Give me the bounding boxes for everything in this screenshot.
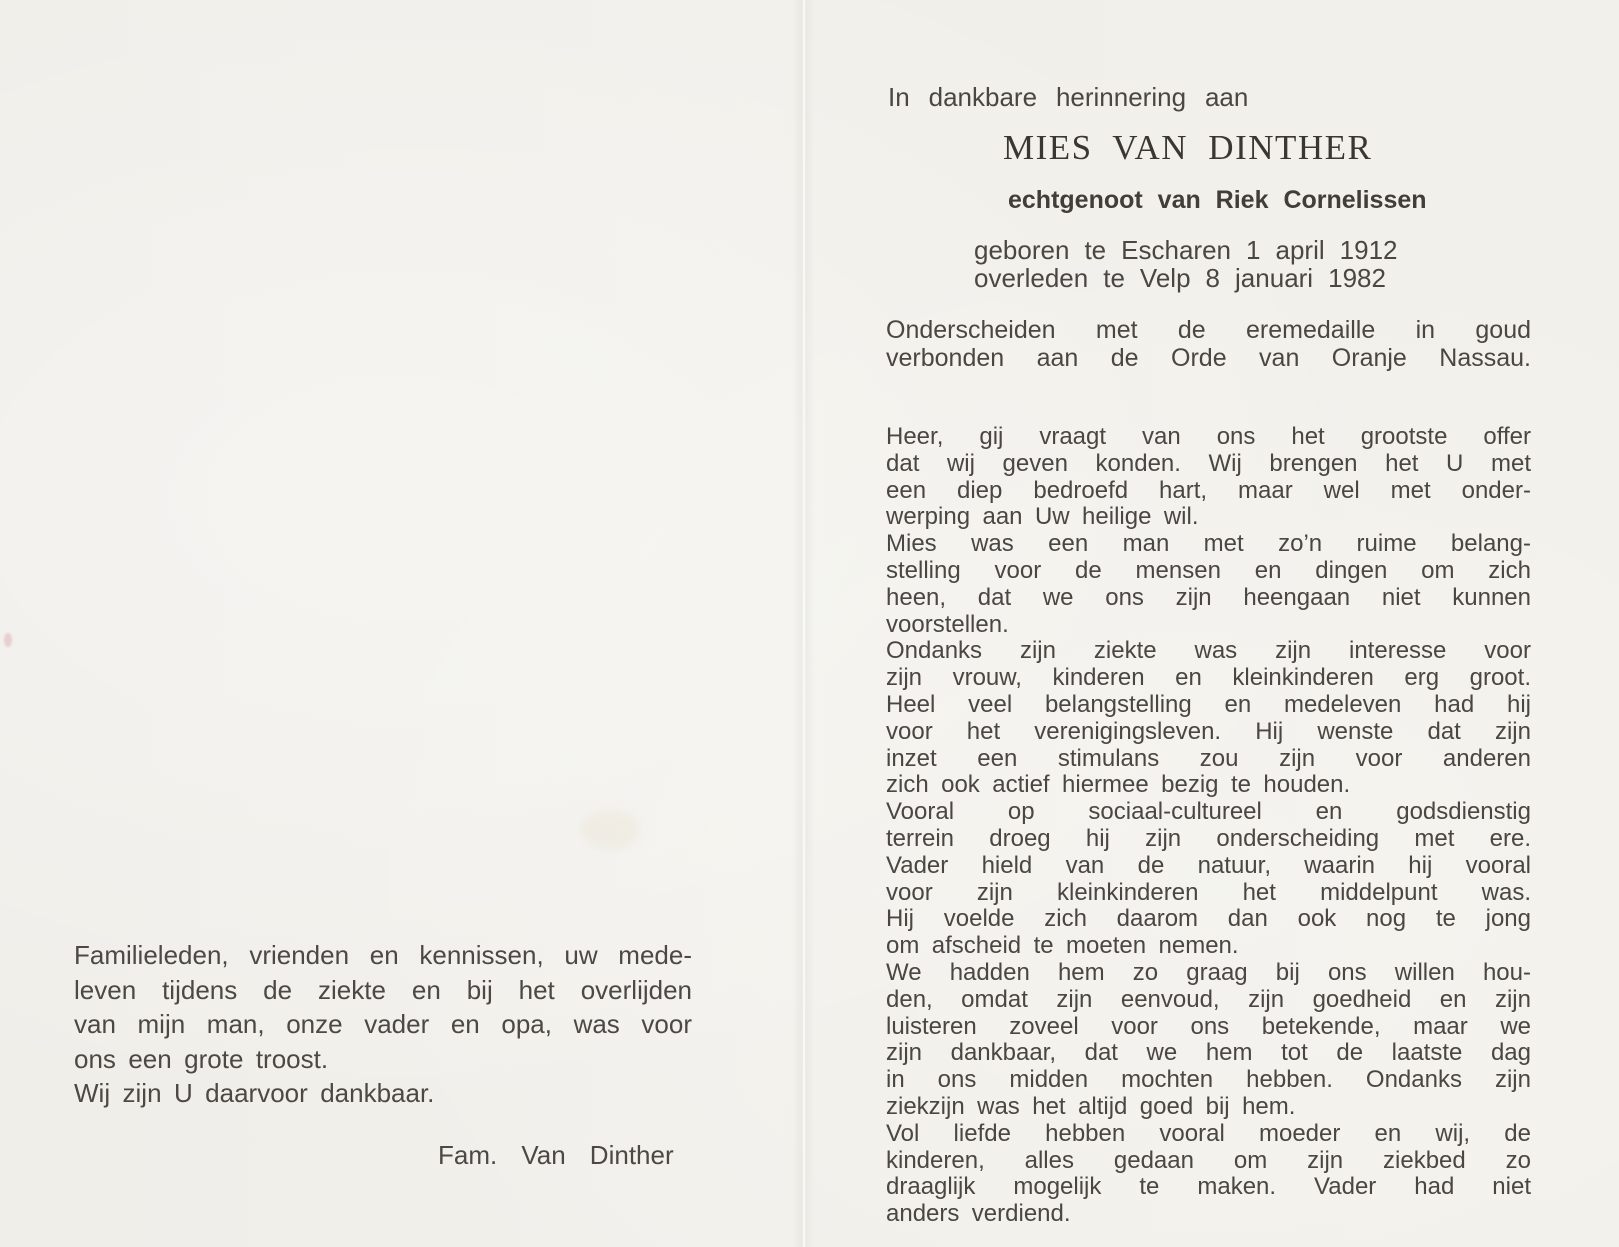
text-line: Vader hield van de natuur, waarin hij vooral bbox=[886, 851, 1531, 879]
text-line: stelling voor de mensen en dingen om zich bbox=[886, 556, 1531, 584]
text-line: heen, dat we ons zijn heengaan niet kunnen bbox=[886, 583, 1531, 611]
text-line: van mijn man, onze vader en opa, was voor bbox=[74, 1009, 692, 1039]
dates-block bbox=[974, 236, 1398, 292]
decoration-paragraph bbox=[886, 316, 1531, 372]
text-line: dat wij geven konden. Wij brengen het U met bbox=[886, 449, 1531, 477]
text-line: werping aan Uw heilige wil. bbox=[886, 503, 1199, 531]
text-line: Wij zijn U daarvoor dankbaar. bbox=[74, 1078, 435, 1108]
text-line: verbonden aan de Orde van Oranje Nassau. bbox=[886, 344, 1531, 372]
text-line: zijn dankbaar, dat we hem tot de laatste dag bbox=[886, 1039, 1531, 1067]
text-line: in ons midden mochten hebben. Ondanks zijn bbox=[886, 1066, 1531, 1094]
text-line: voor zijn kleinkinderen het middelpunt was. bbox=[886, 878, 1531, 906]
text-line: ons een grote troost. bbox=[74, 1043, 329, 1074]
text-line: Onderscheiden met de eremedaille in goud bbox=[886, 316, 1531, 344]
birth-line: geboren te Escharen 1 april 1912 bbox=[974, 235, 1398, 265]
text-line: Ondanks zijn ziekte was zijn interesse voor bbox=[886, 637, 1531, 665]
text-line: inzet een stimulans zou zijn voor anderen bbox=[886, 744, 1531, 772]
text-line: voorstellen. bbox=[886, 610, 1009, 638]
text-line: den, omdat zijn eenvoud, zijn goedheid en zijn bbox=[886, 985, 1531, 1013]
text-line: ziekzijn was het altijd goed bij hem. bbox=[886, 1092, 1296, 1120]
text-line: terrein droeg hij zijn onderscheiding met ere. bbox=[886, 824, 1531, 852]
family-signature: Fam. Van Dinther bbox=[438, 1140, 674, 1170]
text-line: om afscheid te moeten nemen. bbox=[886, 932, 1239, 960]
text-line: draaglijk mogelijk te maken. Vader had niet bbox=[886, 1173, 1531, 1201]
scan-smudge bbox=[580, 810, 640, 850]
text-line: Familieleden, vrienden en kennissen, uw mede- bbox=[74, 940, 692, 970]
relation-line: echtgenoot van Riek Cornelissen bbox=[1008, 186, 1427, 214]
intro-line: In dankbare herinnering aan bbox=[888, 82, 1249, 112]
text-line: zich ook actief hiermee bezig te houden. bbox=[886, 771, 1351, 799]
text-line: anders verdiend. bbox=[886, 1200, 1071, 1228]
scan-speck bbox=[4, 633, 12, 647]
text-line: leven tijdens de ziekte en bij het overlijden bbox=[74, 974, 692, 1005]
text-line: Vooral op sociaal-cultureel en godsdienstig bbox=[886, 798, 1531, 826]
deceased-name: MIES VAN DINTHER bbox=[1003, 128, 1373, 167]
memorial-text bbox=[886, 424, 1531, 1228]
text-line: een diep bedroefd hart, maar wel met onder- bbox=[886, 476, 1531, 504]
condolence-paragraph bbox=[74, 938, 692, 1111]
text-line: Heel veel belangstelling en medeleven had hij bbox=[886, 690, 1531, 718]
text-line: Heer, gij vraagt van ons het grootste offer bbox=[886, 423, 1531, 450]
text-line: kinderen, alles gedaan om zijn ziekbed zo bbox=[886, 1146, 1531, 1174]
text-line: Hij voelde zich daarom dan ook nog te jong bbox=[886, 905, 1531, 933]
fold-crease bbox=[793, 0, 815, 1247]
text-line: Vol liefde hebben vooral moeder en wij, de bbox=[886, 1119, 1531, 1147]
text-line: voor het verenigingsleven. Hij wenste dat zijn bbox=[886, 717, 1531, 745]
text-line: zijn vrouw, kinderen en kleinkinderen erg groot. bbox=[886, 664, 1531, 692]
text-line: luisteren zoveel voor ons betekende, maar we bbox=[886, 1012, 1531, 1040]
text-line: Mies was een man met zo’n ruime belang- bbox=[886, 530, 1531, 558]
text-line: We hadden hem zo graag bij ons willen hou- bbox=[886, 958, 1531, 986]
death-line: overleden te Velp 8 januari 1982 bbox=[974, 263, 1386, 293]
